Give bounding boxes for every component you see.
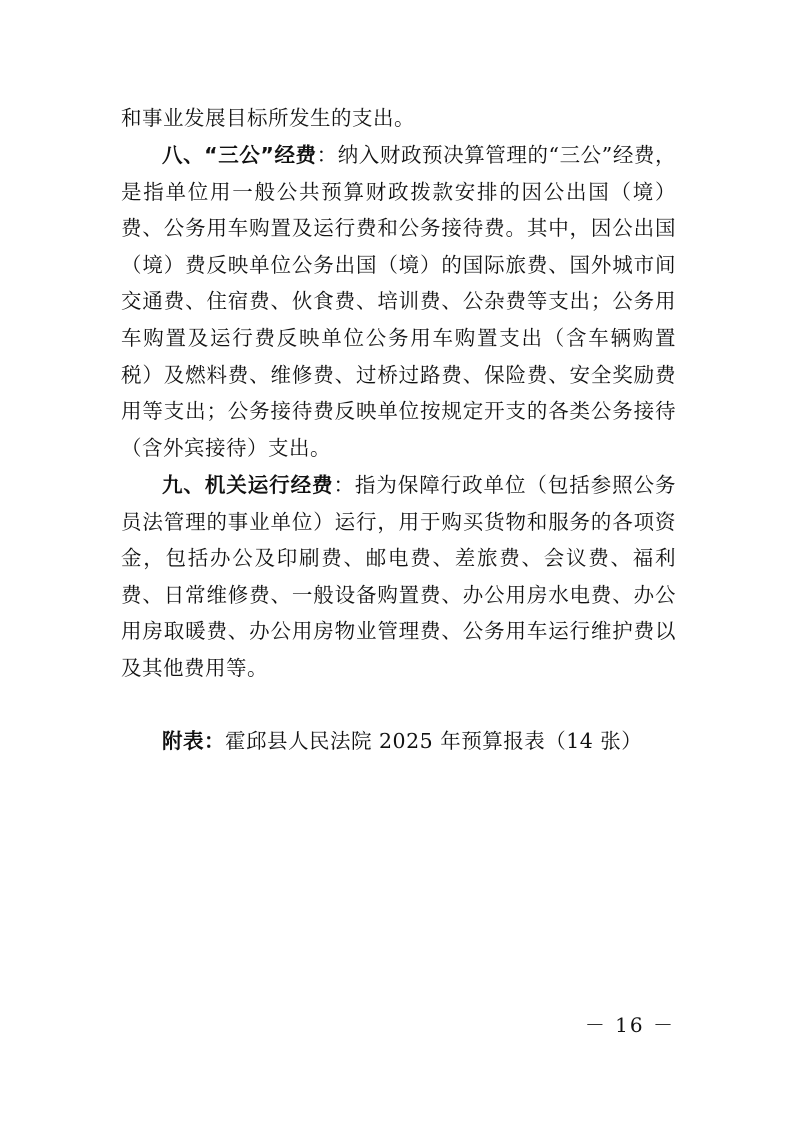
attachment-label: 附表： — [162, 729, 225, 753]
attachment-paragraph — [121, 723, 676, 760]
section-8-body: ：纳入财政预决算管理的“三公”经费，是指单位用一般公共预算财政拨款安排的因公出国（境）费、公务用车购置及运行费和公务接待费。其中，因公出国（境）费反映单位公务出国（境）的国际旅费、国外城市间交通费、住宿费、伙食费、培训费、公杂费等支出；公务用车购置及运行费反映单位公务用车购置支出（含车辆购置税）及燃料费、维修费、过桥过路费、保险费、安全奖励费用等支出；公务接待费反映单位按规定开支的各类公务接待（含外宾接待）支出。 — [121, 143, 676, 460]
attachment-text: 霍邱县人民法院 2025 年预算报表（14 张） — [225, 729, 643, 753]
continuation-text: 和事业发展目标所发生的支出。 — [121, 106, 415, 130]
section-9-paragraph — [121, 467, 676, 687]
continuation-paragraph — [121, 100, 676, 137]
section-9-body: ：指为保障行政单位（包括参照公务员法管理的事业单位）运行，用于购买货物和服务的各项资金，包括办公及印刷费、邮电费、差旅费、会议费、福利费、日常维修费、一般设备购置费、办公用房水电费、办公用房取暖费、办公用房物业管理费、公务用车运行维护费以及其他费用等。 — [121, 473, 677, 680]
page-number: － 16 － — [584, 1013, 675, 1037]
section-8-heading: 八、“三公”经费 — [162, 143, 317, 167]
section-8-paragraph — [121, 137, 676, 466]
section-9-heading: 九、机关运行经费 — [162, 473, 334, 497]
